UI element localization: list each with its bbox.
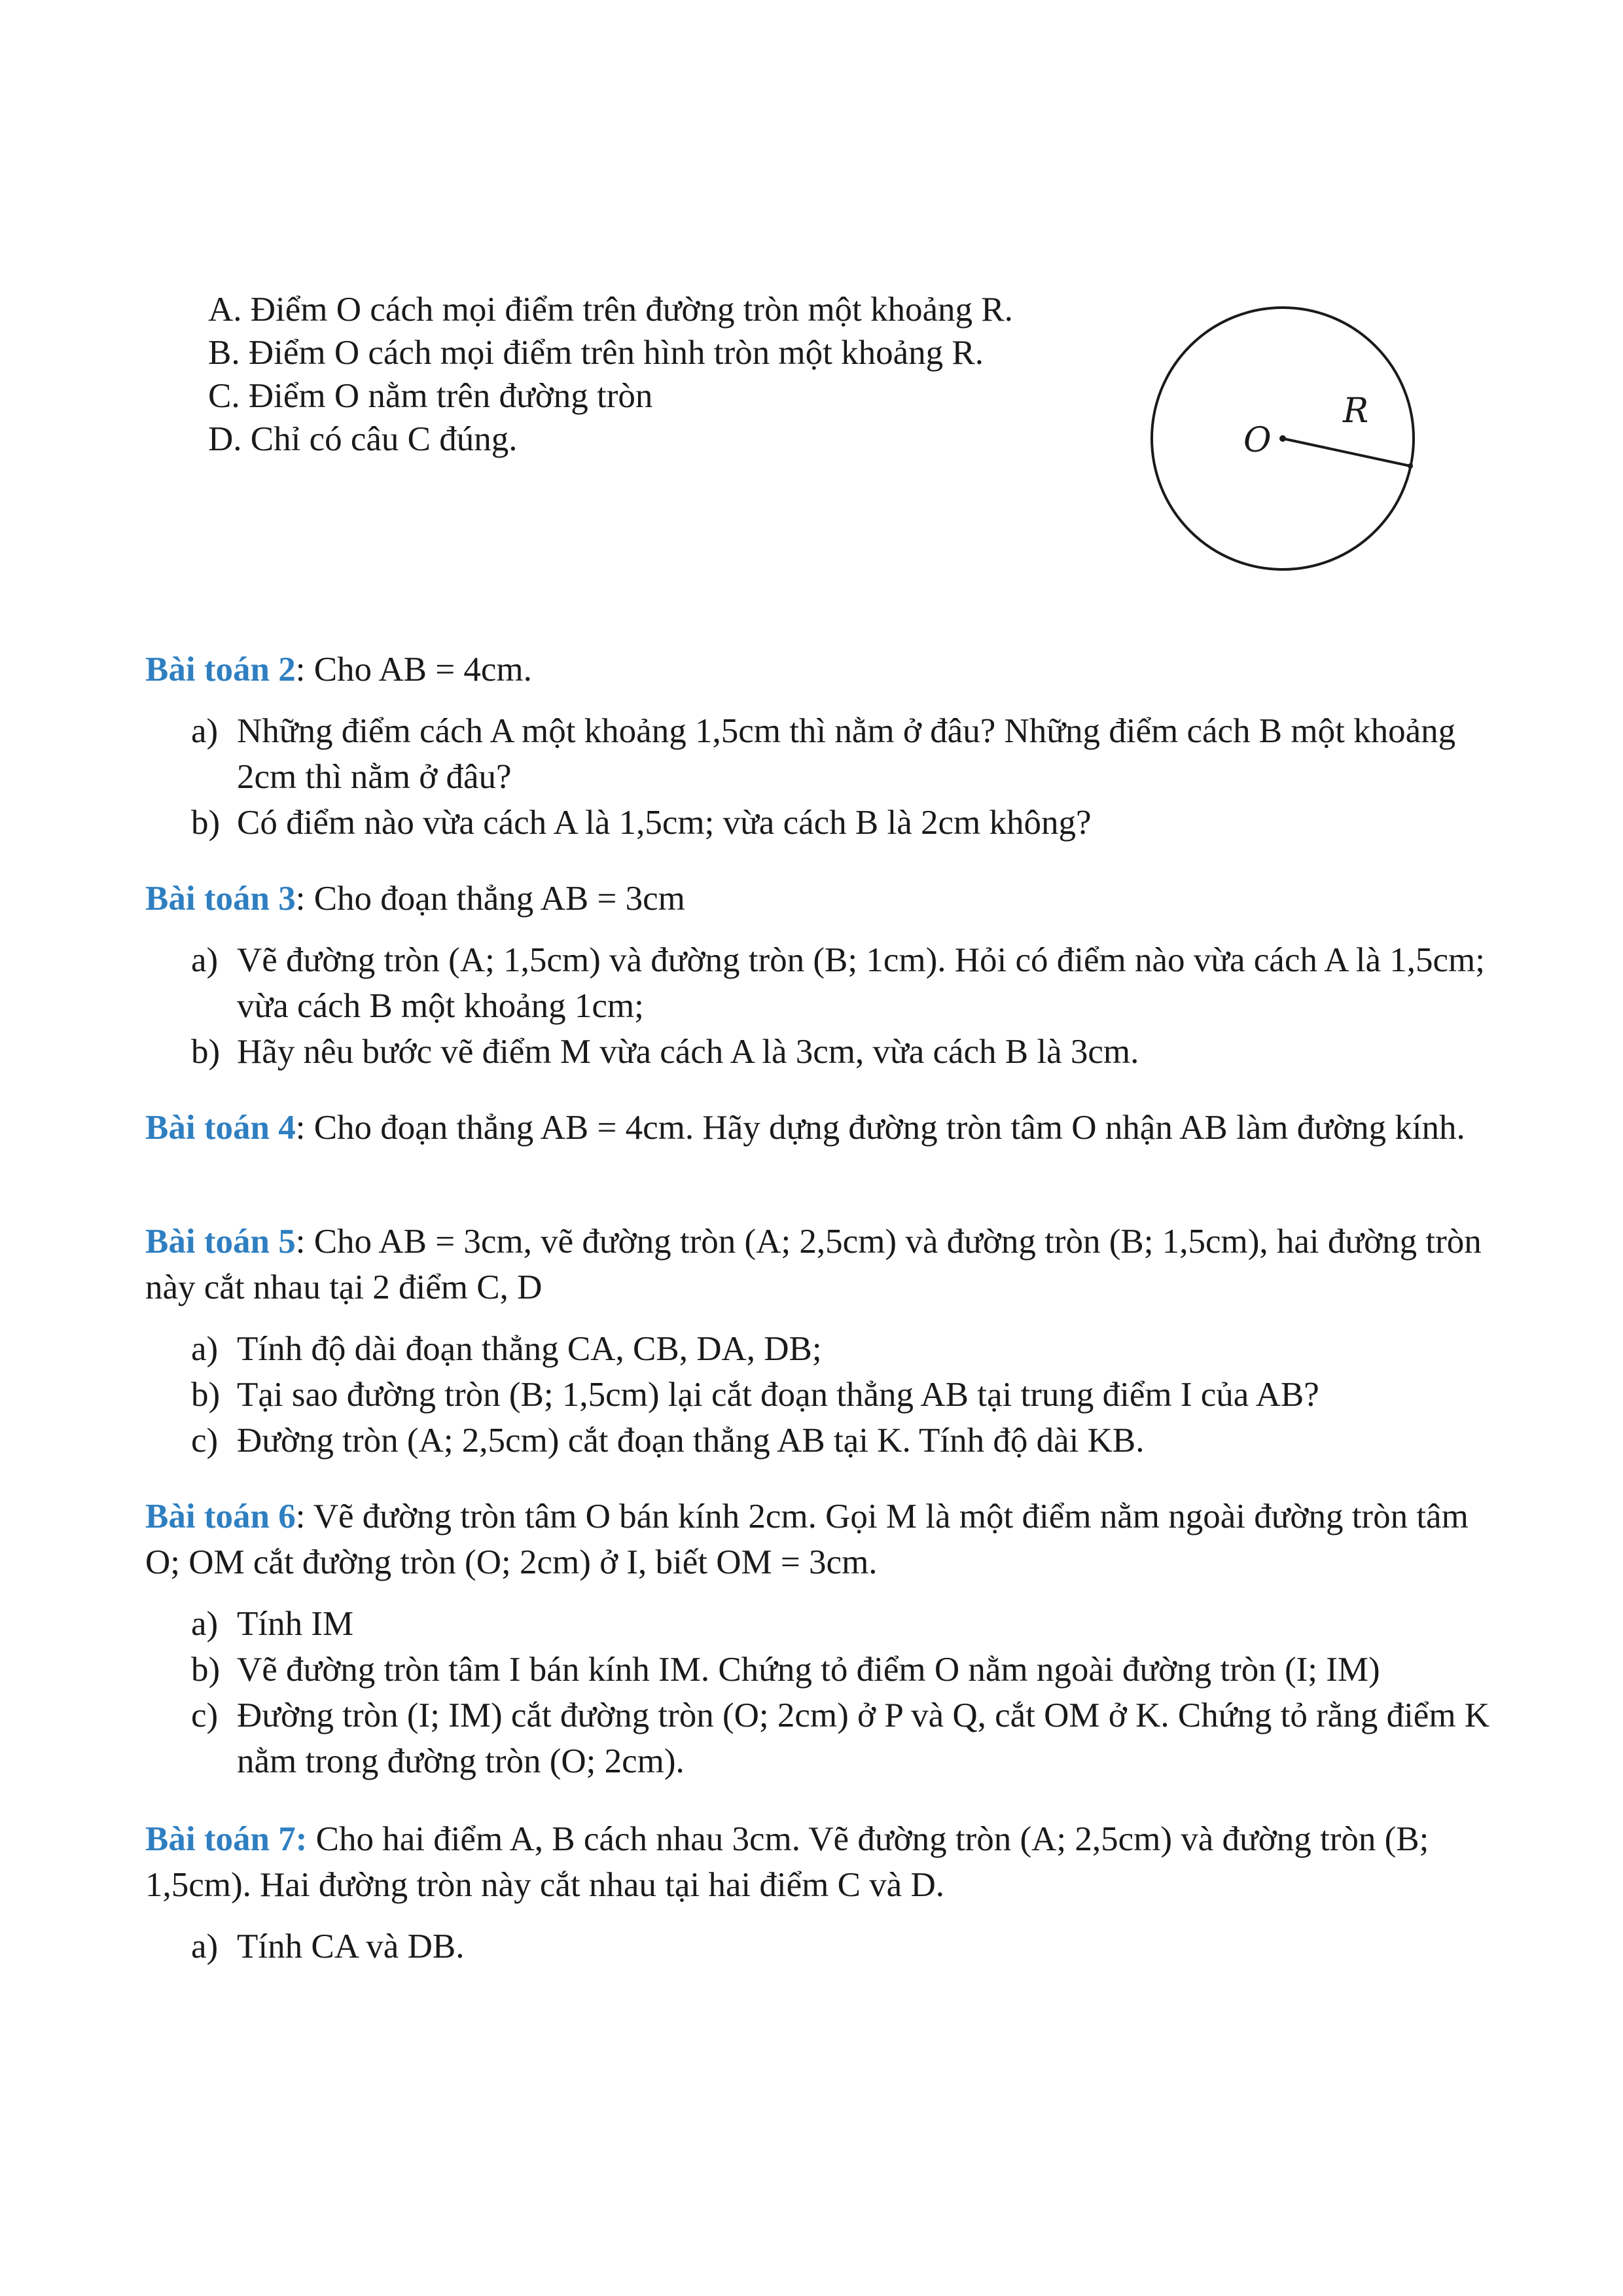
problem-text: Vẽ đường tròn tâm O bán kính 2cm. Gọi M là một điểm nằm ngoài đường tròn tâm O; OM cắt đường tròn (O; 2cm) ở I, biết OM = 3cm. xyxy=(145,1498,1469,1581)
circle-figure xyxy=(1139,295,1427,583)
problem-statement xyxy=(145,1494,1500,1585)
problem-7 xyxy=(145,1816,1500,1969)
subquestion xyxy=(191,1647,1500,1693)
problem-title: Bài toán 4 xyxy=(145,1109,296,1147)
problem-6 xyxy=(145,1494,1500,1784)
subquestion-text: Tính CA và DB. xyxy=(237,1928,465,1965)
subquestion-marker: a) xyxy=(191,941,219,979)
problem-statement xyxy=(145,1816,1500,1908)
problem-title-colon: : xyxy=(295,1498,306,1535)
subquestion-marker: b) xyxy=(191,1376,221,1414)
subquestion-marker: a) xyxy=(191,1330,219,1368)
problem-3 xyxy=(145,876,1500,1075)
subquestion-text: Tính độ dài đoạn thẳng CA, CB, DA, DB; xyxy=(237,1330,822,1368)
subquestion-text: Tại sao đường tròn (B; 1,5cm) lại cắt đoạn thẳng AB tại trung điểm I của AB? xyxy=(237,1376,1319,1414)
subquestion xyxy=(191,1418,1500,1463)
problem-2 xyxy=(145,647,1500,846)
subquestion xyxy=(191,1601,1500,1647)
subquestion xyxy=(191,708,1500,800)
subquestion-marker: b) xyxy=(191,1033,221,1071)
subquestion-list xyxy=(191,708,1500,846)
subquestion-text: Hãy nêu bước vẽ điểm M vừa cách A là 3cm, vừa cách B là 3cm. xyxy=(237,1033,1139,1071)
problem-statement xyxy=(145,1219,1500,1310)
problem-title-colon: : xyxy=(295,1820,308,1858)
subquestion xyxy=(191,1924,1500,1969)
problem-text: Cho AB = 4cm. xyxy=(305,651,532,689)
center-label: O xyxy=(1243,421,1272,460)
subquestion-text: Những điểm cách A một khoảng 1,5cm thì nằm ở đâu? Những điểm cách B một khoảng 2cm thì nằm ở đâu? xyxy=(237,712,1456,796)
answer-choices xyxy=(208,288,1013,461)
subquestion-marker: a) xyxy=(191,712,219,750)
choice-b: B. Điểm O cách mọi điểm trên hình tròn một khoảng R. xyxy=(208,334,984,372)
problem-text: Cho đoạn thẳng AB = 4cm. Hãy dựng đường tròn tâm O nhận AB làm đường kính. xyxy=(305,1109,1465,1147)
choice-a: A. Điểm O cách mọi điểm trên đường tròn một khoảng R. xyxy=(208,291,1013,329)
problem-title-colon: : xyxy=(295,880,306,918)
problem-statement xyxy=(145,647,1500,692)
subquestion-text: Có điểm nào vừa cách A là 1,5cm; vừa cách B là 2cm không? xyxy=(237,804,1092,842)
subquestion-text: Tính IM xyxy=(237,1605,354,1643)
radius-segment xyxy=(1283,439,1410,466)
problem-5 xyxy=(145,1219,1500,1463)
problem-title-colon: : xyxy=(295,1109,306,1147)
radius-label: R xyxy=(1343,391,1369,431)
subquestion xyxy=(191,937,1500,1029)
subquestion xyxy=(191,1326,1500,1372)
subquestion-marker: c) xyxy=(191,1696,219,1734)
subquestion xyxy=(191,1029,1500,1075)
problem-title: Bài toán 7 xyxy=(145,1820,296,1858)
problem-title: Bài toán 3 xyxy=(145,880,296,918)
problem-text: Cho hai điểm A, B cách nhau 3cm. Vẽ đường tròn (A; 2,5cm) và đường tròn (B; 1,5cm). Hai đường tròn này cắt nhau tại hai điểm C và D. xyxy=(145,1820,1429,1904)
subquestion-marker: b) xyxy=(191,804,221,842)
problem-text: Cho đoạn thẳng AB = 3cm xyxy=(305,880,685,918)
subquestion-text: Đường tròn (A; 2,5cm) cắt đoạn thẳng AB tại K. Tính độ dài KB. xyxy=(237,1422,1145,1460)
subquestion-marker: a) xyxy=(191,1928,219,1965)
subquestion-list xyxy=(191,1326,1500,1463)
problem-title-colon: : xyxy=(295,1223,306,1261)
problem-4 xyxy=(145,1105,1500,1151)
subquestion-text: Đường tròn (I; IM) cắt đường tròn (O; 2cm) ở P và Q, cắt OM ở K. Chứng tỏ rằng điểm K nằm trong đường tròn (O; 2cm). xyxy=(237,1696,1490,1780)
problem-statement xyxy=(145,876,1500,922)
problem-title: Bài toán 5 xyxy=(145,1223,296,1261)
problem-text: Cho AB = 3cm, vẽ đường tròn (A; 2,5cm) và đường tròn (B; 1,5cm), hai đường tròn này cắt nhau tại 2 điểm C, D xyxy=(145,1223,1482,1306)
subquestion xyxy=(191,1693,1500,1784)
problem-title: Bài toán 2 xyxy=(145,651,296,689)
subquestion-marker: a) xyxy=(191,1605,219,1643)
subquestion-text: Vẽ đường tròn tâm I bán kính IM. Chứng tỏ điểm O nằm ngoài đường tròn (I; IM) xyxy=(237,1651,1380,1689)
subquestion-marker: c) xyxy=(191,1422,219,1460)
subquestion xyxy=(191,1372,1500,1418)
choice-c: C. Điểm O nằm trên đường tròn xyxy=(208,377,653,415)
problem-title-colon: : xyxy=(295,651,306,689)
subquestion xyxy=(191,800,1500,846)
choice-d: D. Chỉ có câu C đúng. xyxy=(208,420,518,458)
subquestion-text: Vẽ đường tròn (A; 1,5cm) và đường tròn (B; 1cm). Hỏi có điểm nào vừa cách A là 1,5cm; vừa cách B một khoảng 1cm; xyxy=(237,941,1485,1025)
subquestion-marker: b) xyxy=(191,1651,221,1689)
radius-endpoint xyxy=(1408,463,1413,469)
subquestion-list xyxy=(191,1924,1500,1969)
subquestion-list xyxy=(191,1601,1500,1784)
subquestion-list xyxy=(191,937,1500,1075)
problem-statement xyxy=(145,1105,1500,1151)
problem-title: Bài toán 6 xyxy=(145,1498,296,1535)
